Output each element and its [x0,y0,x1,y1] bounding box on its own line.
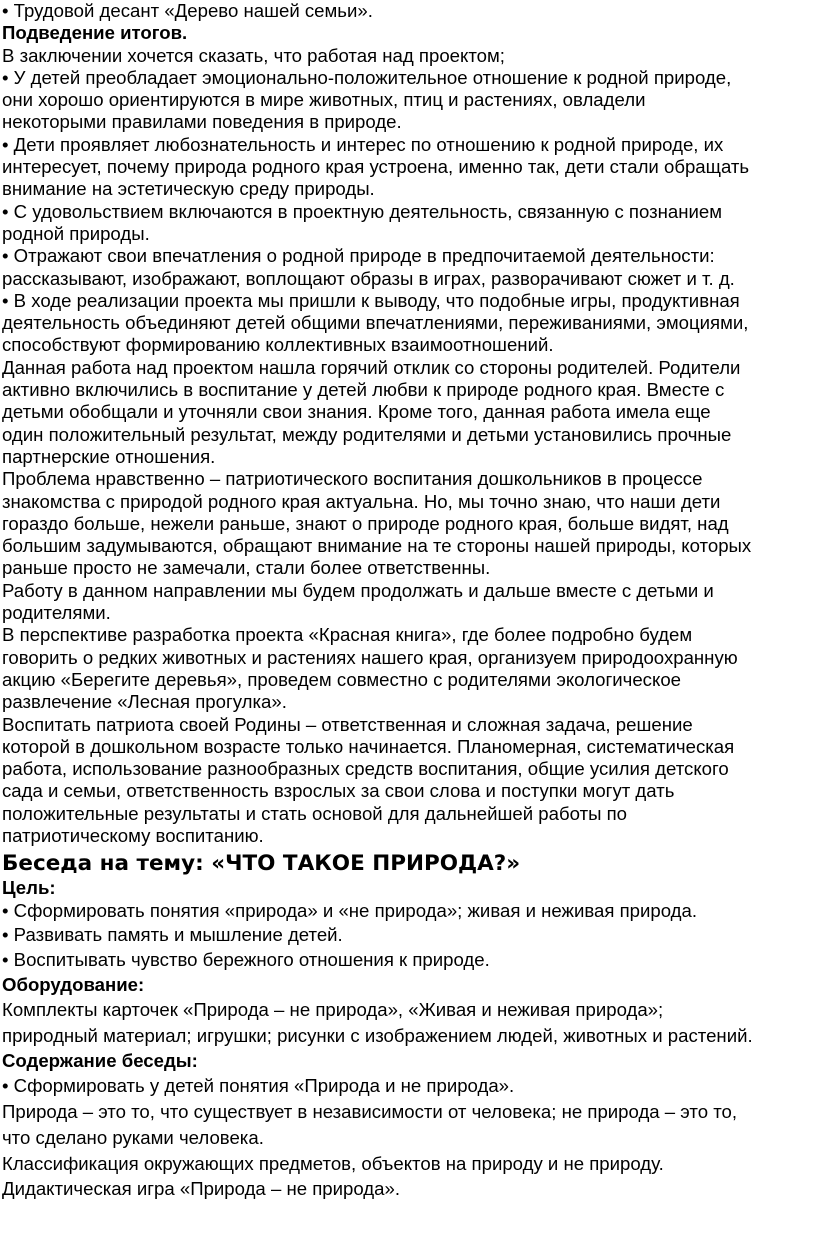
paragraph-line: партнерские отношения. [2,445,216,467]
paragraph-line: некоторыми правилами поведения в природе. [2,111,402,133]
paragraph-line: Комплекты карточек «Природа – не природа», «Живая и неживая природа»; [2,998,664,1020]
paragraph-line: гораздо больше, нежели раньше, знают о природе родного края, больше видят, над [2,512,729,534]
paragraph-line: Природа – это то, что существует в независимости от человека; не природа – это то, [2,1100,738,1122]
list-item: • Развивать память и мышление детей. [2,924,343,946]
paragraph-line: Дидактическая игра «Природа – не природа». [2,1178,400,1200]
list-item-labor-landing: • Трудовой десант «Дерево нашей семьи». [2,0,373,21]
paragraph-line: • С удовольствием включаются в проектную деятельность, связанную с познанием [2,200,723,222]
list-item: • Воспитывать чувство бережного отношения к природе. [2,949,490,971]
paragraph-line: Проблема нравственно – патриотического воспитания дошкольников в процессе [2,468,703,490]
paragraph-line: интересует, почему природа родного края устроена, именно так, дети стали обращать [2,156,750,178]
section-title-equipment: Оборудование: [2,973,145,995]
paragraph-line: работа, использование разнообразных средств воспитания, общие усилия детского [2,758,729,780]
paragraph-line: знакомства с природой родного края актуальна. Но, мы точно знаю, что наши дети [2,490,721,512]
paragraph-line: родной природы. [2,222,150,244]
paragraph-line: внимание на эстетическую среду природы. [2,178,375,200]
paragraph-line: родителями. [2,602,111,624]
paragraph-line: раньше просто не замечали, стали более ответственны. [2,557,491,579]
paragraph-line: акцию «Берегите деревья», проведем совместно с родителями экологическое [2,668,682,690]
paragraph-line: детьми обобщали и уточняли свои знания. Кроме того, данная работа имела еще [2,401,711,423]
paragraph-line: один положительный результат, между родителями и детьми установились прочные [2,423,732,445]
paragraph-line: Воспитать патриота своей Родины – ответственная и сложная задача, решение [2,713,693,735]
paragraph-line: они хорошо ориентируются в мире животных, птиц и растениях, овладели [2,89,646,111]
paragraph-line: патриотическому воспитанию. [2,824,264,846]
paragraph-line: деятельность объединяют детей общими впечатлениями, переживаниями, эмоциями, [2,312,749,334]
paragraph-line: положительные результаты и стать основой для дальнейшей работы по [2,802,628,824]
paragraph-line: природный материал; игрушки; рисунки с изображением людей, животных и растений. [2,1024,753,1046]
paragraph-line: Данная работа над проектом нашла горячий отклик со стороны родителей. Родители [2,356,741,378]
paragraph-line: которой в дошкольном возрасте только начинается. Планомерная, систематическая [2,735,735,757]
paragraph-line: сада и семьи, ответственность взрослых за свои слова и поступки могут дать [2,780,675,802]
list-item: • Сформировать понятия «природа» и «не природа»; живая и неживая природа. [2,899,698,921]
paragraph-line: • В ходе реализации проекта мы пришли к выводу, что подобные игры, продуктивная [2,289,740,311]
paragraph-line: • У детей преобладает эмоционально-положительное отношение к родной природе, [2,66,732,88]
paragraph-line: что сделано руками человека. [2,1126,264,1148]
section-title-goal: Цель: [2,877,56,899]
paragraph-line: Классификация окружающих предметов, объектов на природу и не природу. [2,1152,664,1174]
paragraph-line: • Дети проявляет любознательность и интерес по отношению к родной природе, их [2,133,724,155]
section-title-summary: Подведение итогов. [2,22,188,44]
section-title-content: Содержание беседы: [2,1050,198,1072]
paragraph-line: активно включились в воспитание у детей любви к природе родного края. Вместе с [2,379,725,401]
list-item: • Сформировать у детей понятия «Природа и не природа». [2,1075,515,1097]
paragraph-line: говорить о редких животных и растениях нашего края, организуем природоохранную [2,646,738,668]
conversation-heading: Беседа на тему: «ЧТО ТАКОЕ ПРИРОДА?» [2,851,521,877]
paragraph-line: развлечение «Лесная прогулка». [2,691,287,713]
paragraph-line: Работу в данном направлении мы будем продолжать и дальше вместе с детьми и [2,579,714,601]
paragraph-line: В перспективе разработка проекта «Красная книга», где более подробно будем [2,624,693,646]
paragraph-line: • Отражают свои впечатления о родной природе в предпочитаемой деятельности: [2,245,715,267]
paragraph-line: большим задумываются, обращают внимание на те стороны нашей природы, которых [2,535,752,557]
paragraph-line: способствуют формированию коллективных взаимоотношений. [2,334,554,356]
paragraph-line: В заключении хочется сказать, что работая над проектом; [2,44,505,66]
paragraph-line: рассказывают, изображают, воплощают образы в играх, разворачивают сюжет и т. д. [2,267,735,289]
